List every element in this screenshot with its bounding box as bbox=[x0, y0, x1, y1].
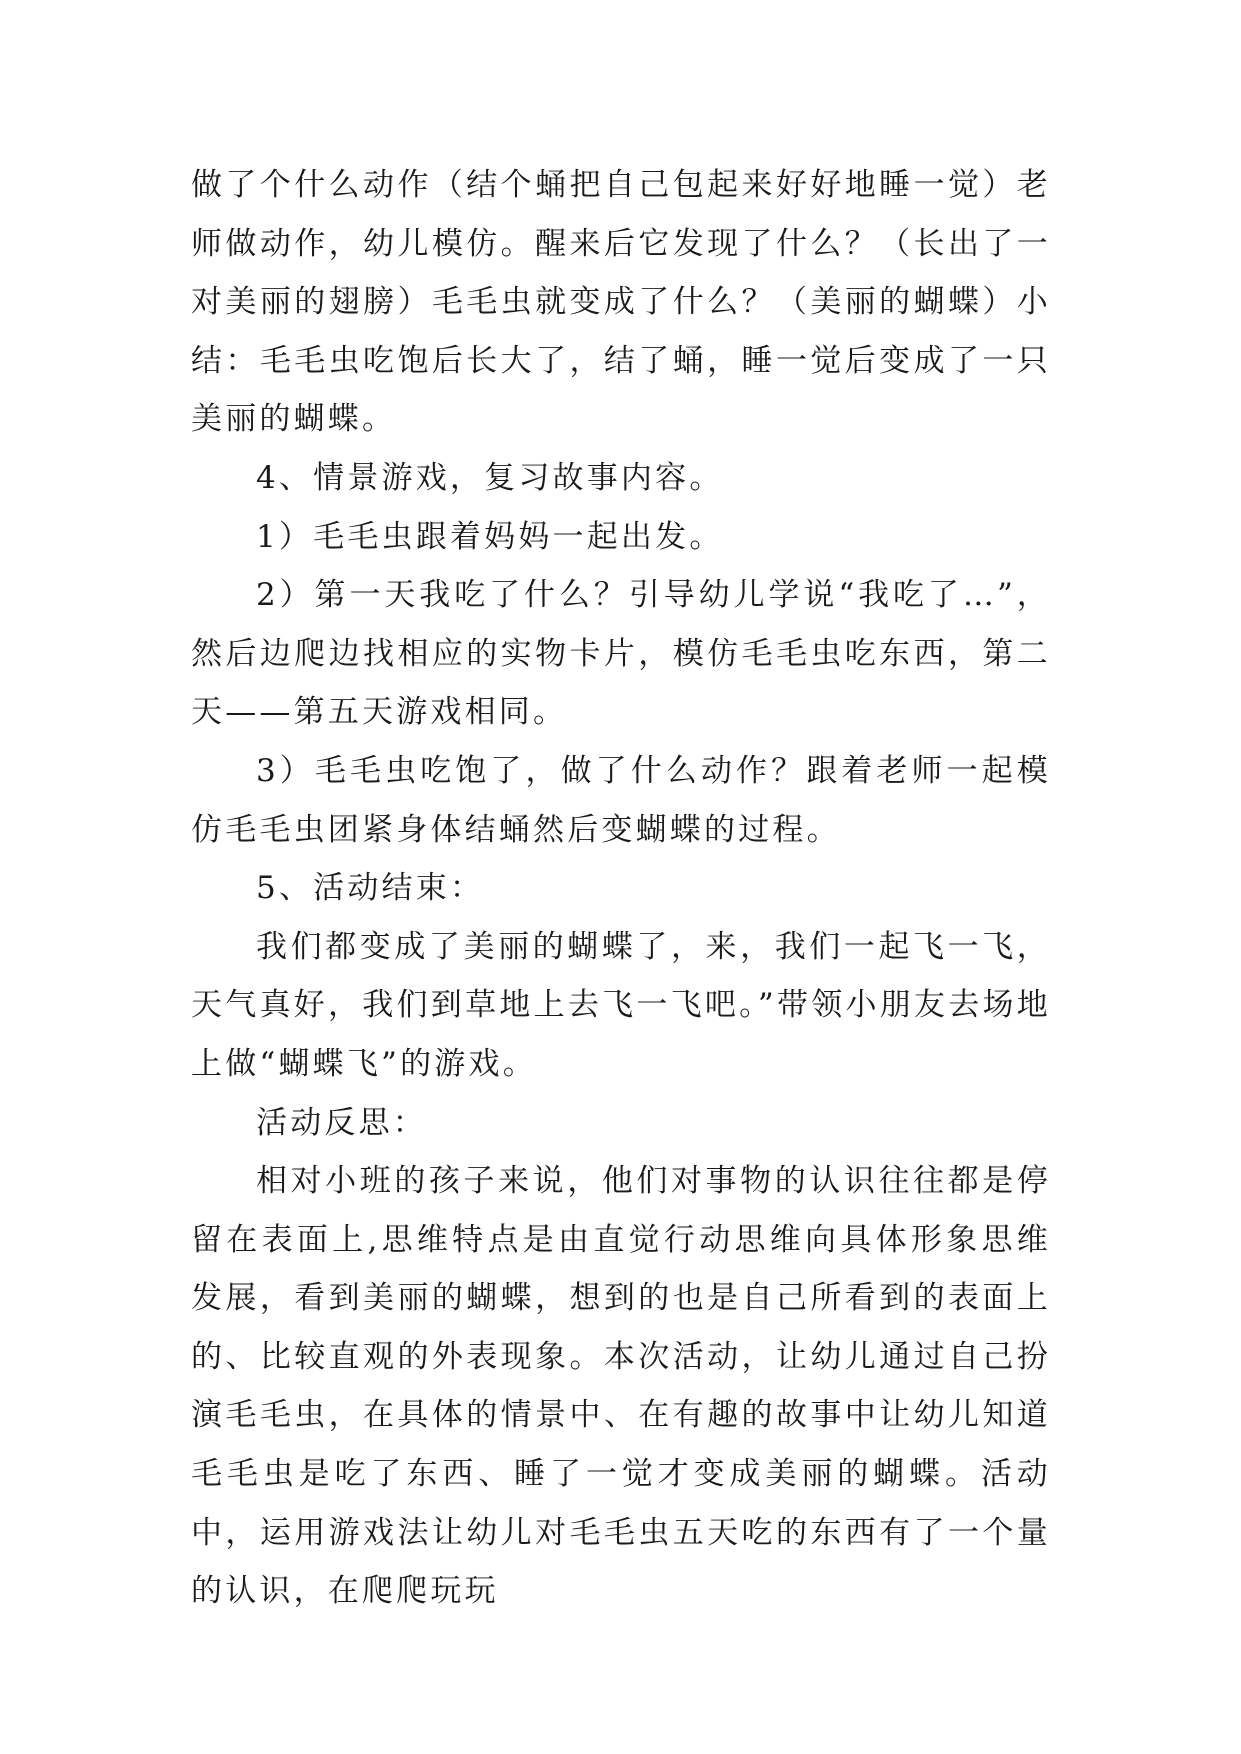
paragraph-reflection: 相对小班的孩子来说，他们对事物的认识往往都是停留在表面上,思维特点是由直觉行动思维向具体形象思维发展，看到美丽的蝴蝶，想到的也是自己所看到的表面上的、比较直观的外表现象。本次活动，让幼儿通过自己扮演毛毛虫，在具体的情景中、在有趣的故事中让幼儿知道毛毛虫是吃了东西、睡了一觉才变成美丽的蝴蝶。活动中，运用游戏法让幼儿对毛毛虫五天吃的东西有了一个量的认识，在爬爬玩玩 bbox=[191, 1163, 1051, 1610]
paragraph-step-4: 4、情景游戏，复习故事内容。 bbox=[256, 459, 724, 496]
paragraph-substep-1: 1）毛毛虫跟着妈妈一起出发。 bbox=[256, 518, 724, 555]
paragraph-ending: 我们都变成了美丽的蝴蝶了，来，我们一起飞一飞，天气真好，我们到草地上去飞一飞吧。”带领小朋友去场地上做“蝴蝶飞”的游戏。 bbox=[191, 928, 1051, 1082]
document-body bbox=[191, 156, 1051, 1621]
paragraph-continuation: 做了个什么动作（结个蛹把自己包起来好好地睡一觉）老师做动作，幼儿模仿。醒来后它发现了什么？（长出了一对美丽的翅膀）毛毛虫就变成了什么？（美丽的蝴蝶）小结：毛毛虫吃饱后长大了，结了蛹，睡一觉后变成了一只美丽的蝴蝶。 bbox=[191, 167, 1051, 438]
paragraph-step-5: 5、活动结束： bbox=[256, 870, 485, 907]
paragraph-substep-2: 2）第一天我吃了什么？引导幼儿学说“我吃了…”，然后边爬边找相应的实物卡片，模仿毛毛虫吃东西，第二天——第五天游戏相同。 bbox=[191, 577, 1051, 731]
paragraph-substep-3: 3）毛毛虫吃饱了，做了什么动作？跟着老师一起模仿毛毛虫团紧身体结蛹然后变蝴蝶的过程。 bbox=[191, 752, 1051, 848]
heading-reflection: 活动反思： bbox=[256, 1104, 427, 1141]
